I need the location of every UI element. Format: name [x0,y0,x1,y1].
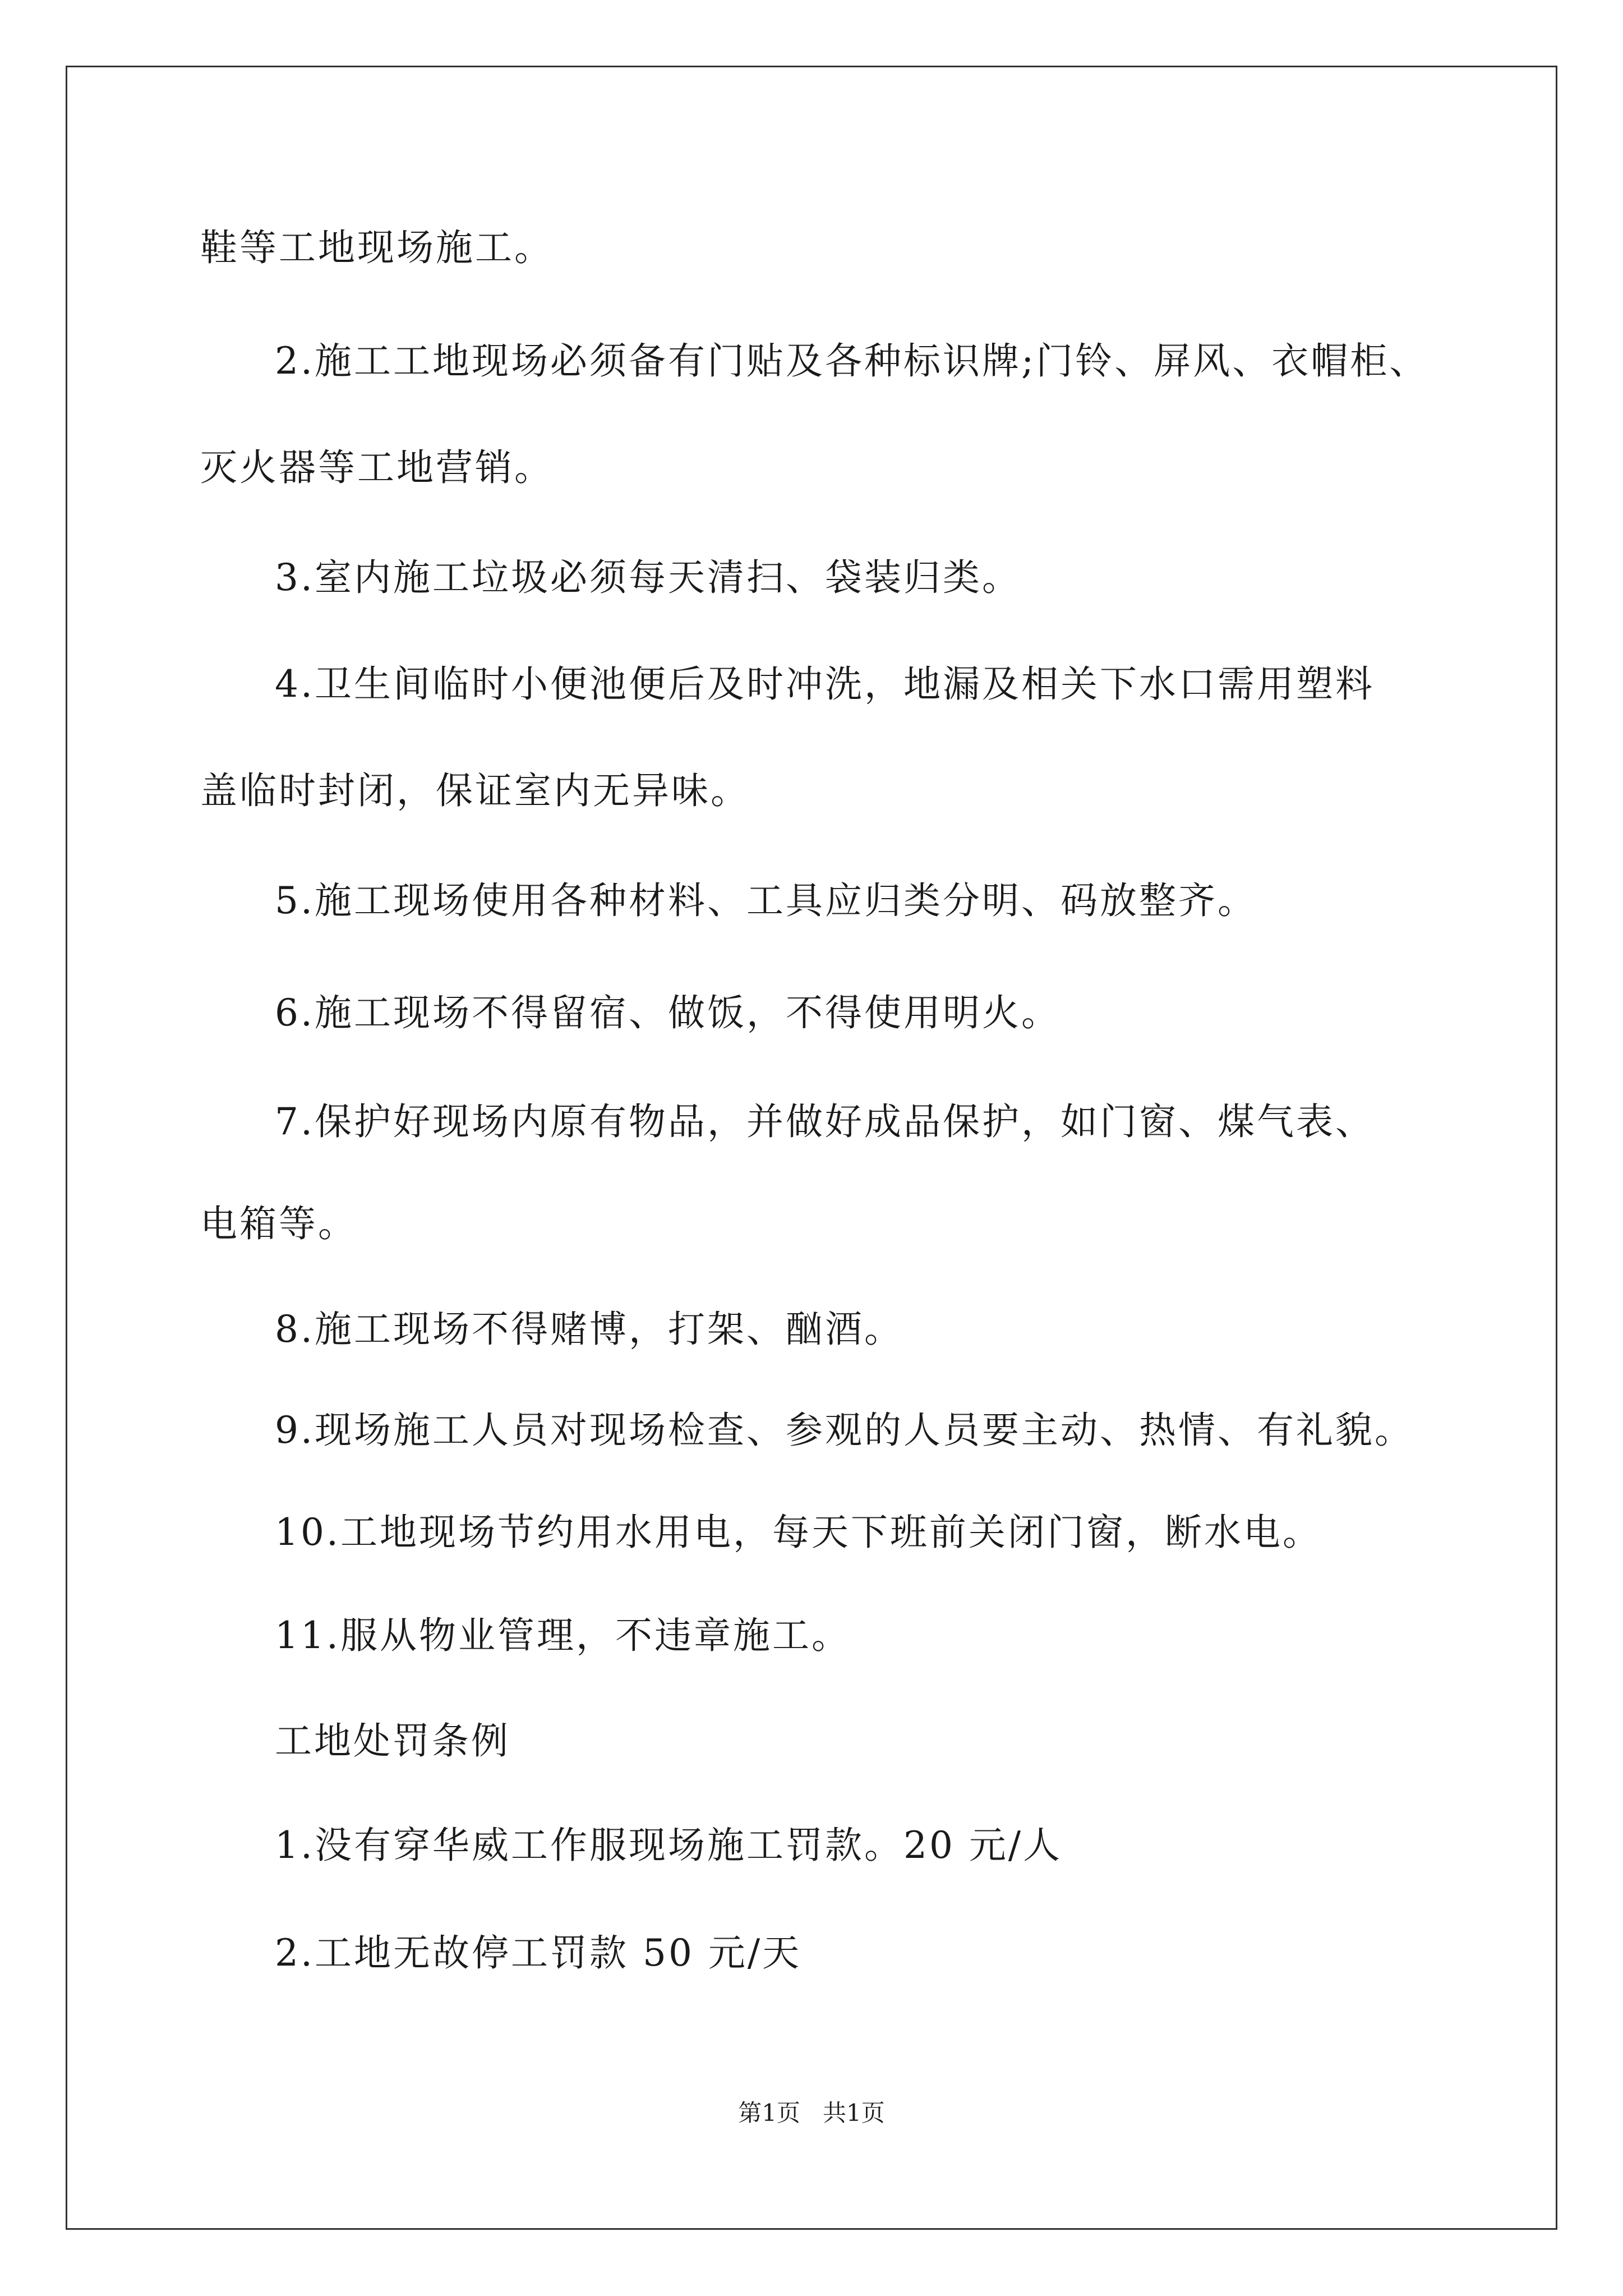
text-line-7: 5.施工现场使用各种材料、工具应归类分明、码放整齐。 [275,879,1257,922]
text-line-13: 10.工地现场节约用水用电，每天下班前关闭门窗，断水电。 [275,1511,1322,1554]
text-line-10: 电箱等。 [200,1202,357,1245]
text-line-17: 2.工地无故停工罚款 50 元/天 [275,1931,802,1975]
text-line-12: 9.现场施工人员对现场检查、参观的人员要主动、热情、有礼貌。 [275,1409,1414,1452]
text-line-8: 6.施工现场不得留宿、做饭，不得使用明火。 [275,991,1061,1034]
text-line-16: 1.没有穿华威工作服现场施工罚款。20 元/人 [275,1824,1063,1867]
page-border [66,66,1557,2230]
text-line-3: 灭火器等工地营销。 [200,446,554,489]
text-line-4: 3.室内施工垃圾必须每天清扫、袋装归类。 [275,556,1021,599]
text-line-5: 4.卫生间临时小便池便后及时冲洗，地漏及相关下水口需用塑料 [275,662,1375,706]
text-line-14: 11.服从物业管理，不违章施工。 [275,1614,851,1657]
text-line-2: 2.施工工地现场必须备有门贴及各种标识牌;门铃、屏风、衣帽柜、 [275,339,1429,383]
page-footer: 第1页 共1页 [738,2099,885,2127]
section-heading: 工地处罚条例 [275,1719,510,1763]
text-line-1: 鞋等工地现场施工。 [200,226,554,269]
text-line-9: 7.保护好现场内原有物品，并做好成品保护，如门窗、煤气表、 [275,1100,1375,1143]
text-line-11: 8.施工现场不得赌博，打架、酗酒。 [275,1308,903,1351]
text-line-6: 盖临时封闭，保证室内无异味。 [200,769,750,812]
